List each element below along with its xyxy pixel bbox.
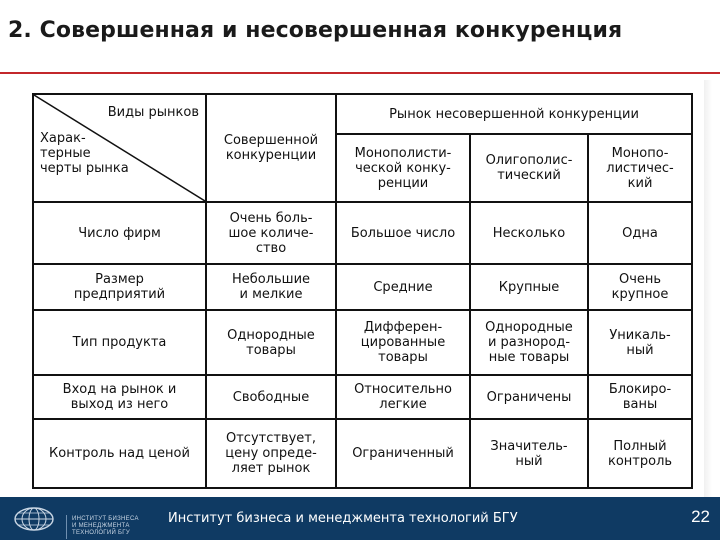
cell-line: Однородные [485,320,573,335]
slide-shadow [704,80,712,500]
header-imperfect-competition: Рынок несовершенной конкуренции [336,94,692,134]
cell-line: Очень боль- [229,210,313,226]
cell-monopolistic [336,264,470,310]
row-label [33,375,206,419]
cell-line: и мелкие [239,287,303,302]
title-divider [0,72,720,74]
cell-line: Дифферен- [363,320,443,335]
corner-line: черты рынка [40,161,129,176]
cell-line: контроль [607,453,673,469]
row-label [33,202,206,264]
table-corner-cell [33,94,206,202]
row-label [33,264,206,310]
cell-line: ваны [622,397,658,412]
cell-monopoly [588,310,692,375]
cell-line: ный [626,342,654,358]
table-row [33,264,692,310]
cell-line: ческой конку- [355,160,451,176]
cell-monopolistic [336,375,470,419]
cell-line: Размер [95,272,144,287]
cell-line: кий [627,175,653,191]
corner-market-features [40,131,129,176]
table-row [33,419,692,488]
logo-separator [66,515,67,539]
cell-line: Полный [613,438,667,454]
cell-line: ство [255,240,287,256]
cell-line: Вход на рынок и [62,382,177,397]
cell-oligopoly [470,264,588,310]
corner-line: Харак- [40,131,86,146]
slide-title: 2. Совершенная и несовершенная конкуренция [8,18,623,43]
cell-line: Ограниченный [352,446,454,461]
cell-monopolistic [336,202,470,264]
cell-monopoly [588,419,692,488]
cell-line: Контроль над ценой [49,446,190,461]
cell-line: Небольшие [231,272,311,287]
cell-line: Отсутствует, [226,431,316,446]
cell-line: Большое число [350,225,456,241]
header-oligopoly [470,134,588,202]
table-row [33,202,692,264]
cell-line: Крупные [498,279,560,295]
cell-line: Очень [618,272,662,287]
cell-oligopoly [470,310,588,375]
row-label [33,419,206,488]
cell-line: Монополисти- [354,145,452,161]
table-row [33,310,692,375]
cell-line: ные товары [488,350,570,365]
cell-oligopoly [470,375,588,419]
row-label [33,310,206,375]
cell-line: выход из него [70,397,169,412]
cell-perfect [206,264,336,310]
cell-line: товары [246,342,296,358]
cell-line: ный [515,453,543,469]
cell-line: тический [497,168,561,183]
corner-line: терные [40,146,91,161]
cell-perfect [206,310,336,375]
globe-icon [12,505,56,533]
cell-perfect [206,375,336,419]
page-number: 22 [691,507,710,526]
cell-line: Несколько [492,225,566,241]
cell-line: ренции [377,175,429,191]
logo-line: И МЕНЕДЖМЕНТА [72,523,130,529]
institute-logo [12,505,162,536]
cell-line: листичес- [606,160,674,176]
cell-line: цену опреде- [225,446,317,461]
cell-oligopoly [470,202,588,264]
cell-line: Ограничены [486,389,572,405]
cell-line: конкуренции [225,148,317,163]
table-row [33,375,692,419]
cell-line: Однородные [227,327,315,343]
header-monopolistic [336,134,470,202]
cell-line: легкие [379,397,427,412]
cell-monopoly [588,375,692,419]
cell-line: Относительно [354,382,452,397]
cell-line: Совершенной [223,133,319,148]
cell-line: крупное [611,287,669,302]
cell-perfect [206,419,336,488]
cell-monopoly [588,202,692,264]
cell-line: Блокиро- [608,382,672,397]
cell-monopolistic [336,310,470,375]
cell-line: ляет рынок [231,461,311,476]
cell-oligopoly [470,419,588,488]
cell-line: Монопо- [611,145,669,161]
header-perfect-competition [206,94,336,202]
cell-line: Значитель- [490,438,568,454]
footer-institute-name: Институт бизнеса и менеджмента технологий БГУ [168,511,518,526]
logo-line: ТЕХНОЛОГИЙ БГУ [72,530,130,536]
cell-line: Число фирм [78,225,161,241]
header-monopoly [588,134,692,202]
cell-line: Уникаль- [609,327,671,343]
footer-bar [0,497,720,540]
cell-line: и разнород- [487,335,571,350]
cell-line: шое количе- [228,225,314,241]
cell-line: Средние [373,279,433,295]
cell-line: Свободные [232,389,310,405]
cell-monopolistic [336,419,470,488]
cell-line: Тип продукта [72,335,167,350]
cell-perfect [206,202,336,264]
cell-line: Одна [622,225,658,241]
cell-line: Олигополис- [485,153,573,168]
cell-line: предприятий [73,287,166,302]
cell-line: цированные [360,335,446,350]
corner-market-types: Виды рынков [107,105,199,120]
cell-line: товары [378,350,428,365]
logo-line: ИНСТИТУТ БИЗНЕСА [72,516,139,522]
cell-monopoly [588,264,692,310]
logo-caption [72,516,167,537]
market-comparison-table [32,93,693,489]
